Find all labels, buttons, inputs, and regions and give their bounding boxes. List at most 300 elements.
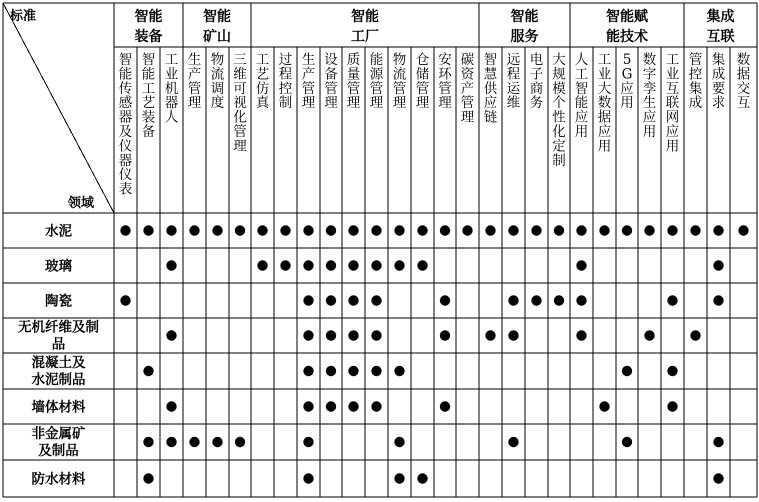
column-header-char: 环 xyxy=(438,66,452,83)
column-header-char: 管 xyxy=(460,95,475,112)
column-header-char: 数 xyxy=(736,52,751,68)
column-header-char: 子 xyxy=(529,66,544,83)
column-header xyxy=(484,52,498,126)
category-header xyxy=(135,8,163,45)
mark-dot xyxy=(394,225,404,235)
column-header-char: 质 xyxy=(346,52,361,68)
mark-dot xyxy=(371,260,381,270)
sub-header-row xyxy=(119,51,751,198)
column-header-char: 集 xyxy=(688,80,703,97)
mark-dot xyxy=(554,295,564,305)
category-header-line: 工厂 xyxy=(351,29,379,45)
column-header-char: 管 xyxy=(369,80,384,97)
category-header-row xyxy=(135,8,735,45)
row-label xyxy=(32,354,86,388)
column-header xyxy=(370,51,384,111)
mark-dot xyxy=(303,437,313,447)
column-header xyxy=(643,51,657,140)
mark-dot xyxy=(667,225,677,235)
column-header-char: 集 xyxy=(711,52,726,68)
mark-dot xyxy=(348,260,358,270)
column-header xyxy=(233,52,247,154)
column-header-char: 理 xyxy=(438,95,452,112)
mark-dot xyxy=(348,401,358,411)
column-header-char: 化 xyxy=(233,109,247,126)
column-header xyxy=(598,52,612,154)
column-header-char: 规 xyxy=(552,66,566,83)
column-header xyxy=(438,52,452,111)
column-header xyxy=(279,52,293,111)
column-header-char: 字 xyxy=(642,66,657,83)
mark-dot xyxy=(394,366,404,376)
mark-dot xyxy=(212,437,222,447)
mark-dot xyxy=(326,366,336,376)
mark-dot xyxy=(713,225,723,235)
column-header-char: 控 xyxy=(278,80,293,97)
mark-dot xyxy=(713,295,723,305)
column-header-char: 应 xyxy=(597,124,612,140)
column-header-char: 工 xyxy=(574,66,589,83)
column-header xyxy=(211,51,225,111)
column-header-char: 可 xyxy=(233,80,247,97)
mark-dot xyxy=(326,225,336,235)
column-header xyxy=(324,52,338,111)
column-header-char: 能 xyxy=(118,66,133,83)
mark-dot xyxy=(690,330,700,340)
column-header xyxy=(530,51,544,111)
mark-dot xyxy=(348,330,358,340)
column-header-char: 慧 xyxy=(483,66,498,83)
mark-dot xyxy=(576,225,586,235)
column-header-char: 管 xyxy=(324,80,338,97)
row-label-line: 陶瓷 xyxy=(45,293,72,310)
mark-dot xyxy=(326,260,336,270)
column-header xyxy=(620,52,634,111)
category-header xyxy=(707,8,735,45)
column-header xyxy=(507,52,521,111)
mark-dot xyxy=(303,225,313,235)
mark-dot xyxy=(713,437,723,447)
row-label xyxy=(32,399,86,416)
mark-dot xyxy=(166,330,176,340)
mark-dot xyxy=(143,225,153,235)
row-label-line: 水泥 xyxy=(45,223,72,240)
column-header-char: 智 xyxy=(574,80,589,97)
column-header-char: 感 xyxy=(118,95,133,112)
mark-dot xyxy=(667,366,677,376)
mark-dot xyxy=(622,225,632,235)
category-header xyxy=(606,8,649,45)
mark-dot xyxy=(303,260,313,270)
category-header-line: 矿山 xyxy=(203,29,231,45)
column-header-char: 据 xyxy=(597,109,612,126)
mark-dot xyxy=(303,330,313,340)
category-header-line: 智能 xyxy=(510,9,539,25)
column-header-char: 理 xyxy=(346,95,361,112)
category-header-line: 智能 xyxy=(351,9,379,25)
column-header-char: 业 xyxy=(597,66,612,83)
mark-dot xyxy=(417,225,427,235)
row-labels xyxy=(18,223,99,488)
column-header-char: 装 xyxy=(141,109,156,126)
column-header xyxy=(142,52,156,140)
row-label xyxy=(18,319,99,353)
mark-dot xyxy=(371,401,381,411)
mark-dot xyxy=(508,225,518,235)
column-header-char: 链 xyxy=(483,109,498,126)
column-header-char: 性 xyxy=(552,109,566,126)
column-header-char: 定 xyxy=(552,138,566,155)
row-label-line: 及制品 xyxy=(38,443,79,459)
column-header-char: 调 xyxy=(210,80,225,97)
column-header-char: 理 xyxy=(415,95,430,112)
category-header-line: 装备 xyxy=(134,29,163,45)
mark-dot xyxy=(303,366,313,376)
column-header-char: 流 xyxy=(392,66,407,83)
column-header-char: 仿 xyxy=(255,80,270,97)
column-header-char: 制 xyxy=(552,152,566,169)
column-header-char: 商 xyxy=(529,80,544,97)
mark-dot xyxy=(440,401,450,411)
column-header-char: 真 xyxy=(255,95,270,112)
column-header-char: 应 xyxy=(665,124,680,140)
row-label-line: 防水材料 xyxy=(31,471,86,488)
column-header-char: 理 xyxy=(369,95,384,112)
column-header-char: 物 xyxy=(210,52,225,68)
mark-dot xyxy=(348,225,358,235)
column-header-char: 远 xyxy=(506,52,521,68)
mark-dot xyxy=(120,225,130,235)
mark-dot xyxy=(417,473,427,483)
column-header-char: 理 xyxy=(187,95,202,112)
row-label xyxy=(45,258,72,275)
row-label xyxy=(45,293,72,310)
row-label-line: 无机纤维及制 xyxy=(18,319,99,336)
column-header-char: 仓 xyxy=(415,52,430,68)
column-header-char: 化 xyxy=(552,124,566,140)
column-header-char: 管 xyxy=(187,80,202,97)
column-header-char: 个 xyxy=(552,95,566,112)
column-header xyxy=(552,51,566,169)
column-header-char: 模 xyxy=(552,80,566,97)
column-header xyxy=(119,52,133,198)
category-header-line: 能技术 xyxy=(606,29,648,45)
mark-dot xyxy=(348,366,358,376)
mark-dot xyxy=(166,437,176,447)
column-header-char: 资 xyxy=(460,66,475,83)
mark-dot xyxy=(690,225,700,235)
column-header-char: 管 xyxy=(301,80,316,97)
column-header-char: 备 xyxy=(141,124,156,140)
column-header-char: 应 xyxy=(483,95,498,112)
column-header-char: 用 xyxy=(597,138,612,155)
column-header-char: 管 xyxy=(392,80,407,97)
category-header xyxy=(351,8,379,45)
column-header xyxy=(188,51,202,111)
column-header-char: 理 xyxy=(392,95,407,112)
column-header-char: 工 xyxy=(255,52,270,68)
mark-dot xyxy=(738,225,748,235)
column-header-char: 机 xyxy=(164,80,179,97)
mark-dot xyxy=(508,330,518,340)
column-header-char: 大 xyxy=(552,52,566,68)
column-header-char: 业 xyxy=(665,66,680,83)
mark-dot xyxy=(508,437,518,447)
column-header xyxy=(302,51,316,111)
mark-dot xyxy=(417,260,427,270)
mark-dot xyxy=(485,330,495,340)
column-header-char: 交 xyxy=(736,80,751,97)
column-header-char: 传 xyxy=(118,80,133,97)
column-header-char: 互 xyxy=(736,95,751,112)
mark-dot xyxy=(508,295,518,305)
column-header-char: 器 xyxy=(118,152,133,169)
mark-dot xyxy=(326,295,336,305)
column-header-char: 能 xyxy=(369,52,384,68)
column-header-char: G xyxy=(621,66,633,83)
mark-dot xyxy=(280,260,290,270)
column-header-char: 据 xyxy=(736,66,751,83)
column-header-char: 人 xyxy=(164,109,179,126)
column-header-char: 管 xyxy=(688,52,703,68)
mark-dot xyxy=(143,437,153,447)
mark-dot xyxy=(440,225,450,235)
mark-dot xyxy=(371,295,381,305)
column-header-char: 互 xyxy=(665,80,680,97)
mark-dot xyxy=(235,225,245,235)
column-header-char: 产 xyxy=(187,66,202,83)
mark-dot xyxy=(462,225,472,235)
mark-dot xyxy=(212,225,222,235)
column-header-char: 设 xyxy=(324,52,338,68)
mark-dot xyxy=(713,260,723,270)
mark-dot xyxy=(143,473,153,483)
mark-dot xyxy=(599,225,609,235)
column-header-char: 供 xyxy=(483,80,498,97)
mark-dot xyxy=(554,225,564,235)
mark-dot xyxy=(189,225,199,235)
mark-dot xyxy=(120,295,130,305)
mark-dot xyxy=(303,401,313,411)
column-header-char: 管 xyxy=(415,80,430,97)
column-header-char: 数 xyxy=(597,95,612,112)
column-header-char: 智 xyxy=(118,52,133,68)
column-header-char: 碳 xyxy=(460,52,475,68)
column-header xyxy=(666,52,680,154)
column-header-char: 管 xyxy=(346,80,361,97)
column-header-char: 流 xyxy=(210,66,225,83)
column-header-char: 工 xyxy=(164,52,179,68)
mark-dot xyxy=(280,225,290,235)
mark-dot xyxy=(326,401,336,411)
column-header-char: 生 xyxy=(301,52,316,68)
column-header-char: 管 xyxy=(233,124,247,140)
mark-dot xyxy=(257,260,267,270)
column-header-char: 成 xyxy=(688,95,703,112)
column-header-char: 过 xyxy=(278,52,293,68)
column-header-char: 孪 xyxy=(642,80,657,97)
column-header xyxy=(416,52,430,111)
column-header-char: 程 xyxy=(506,66,521,83)
mark-dot xyxy=(257,225,267,235)
column-header-char: 器 xyxy=(164,95,179,112)
row-label-line: 品 xyxy=(51,336,66,353)
row-label-line: 墙体材料 xyxy=(31,399,86,416)
column-header-char: 备 xyxy=(324,66,338,83)
mark-dot xyxy=(235,437,245,447)
column-header-char: 用 xyxy=(665,138,680,155)
mark-dot xyxy=(394,473,404,483)
mark-dot xyxy=(166,401,176,411)
column-header-char: 智 xyxy=(483,52,498,68)
column-header-char: 要 xyxy=(711,80,726,97)
mark-dot xyxy=(371,330,381,340)
column-header-char: 维 xyxy=(233,66,247,83)
column-header-char: 业 xyxy=(164,66,179,83)
column-header-char: 用 xyxy=(574,124,589,140)
mark-dot xyxy=(303,473,313,483)
mark-dot xyxy=(394,260,404,270)
mark-dot xyxy=(576,295,586,305)
column-header-char: 工 xyxy=(597,52,612,68)
column-header-char: 器 xyxy=(118,109,133,126)
category-header xyxy=(511,8,539,45)
column-header-char: 仪 xyxy=(118,138,133,155)
column-header-char: 5 xyxy=(622,52,632,68)
mark-dot xyxy=(143,366,153,376)
column-header-char: 工 xyxy=(141,80,156,97)
column-header-char: 物 xyxy=(392,52,407,68)
column-header-char: 人 xyxy=(574,52,589,68)
column-header-char: 网 xyxy=(665,109,680,126)
row-label xyxy=(45,223,72,240)
column-header-char: 艺 xyxy=(141,95,156,112)
mark-dot xyxy=(189,437,199,447)
column-header-char: 用 xyxy=(642,124,657,140)
column-header xyxy=(575,52,589,140)
column-header-char: 工 xyxy=(665,52,680,68)
column-header-char: 生 xyxy=(187,52,202,68)
column-header-char: 理 xyxy=(233,138,247,155)
mark-dot xyxy=(531,295,541,305)
mark-dot xyxy=(326,330,336,340)
column-header-char: 仪 xyxy=(118,167,133,184)
column-header-char: 维 xyxy=(506,95,521,112)
mark-dot xyxy=(713,473,723,483)
mark-dot xyxy=(440,330,450,340)
column-header-char: 安 xyxy=(438,52,452,68)
mark-dot xyxy=(667,401,677,411)
mark-dot xyxy=(371,366,381,376)
column-header-char: 源 xyxy=(369,66,384,83)
column-header-char: 运 xyxy=(506,80,521,97)
mark-dot xyxy=(348,295,358,305)
column-header xyxy=(347,52,361,111)
mark-dot xyxy=(303,295,313,305)
column-header-char: 电 xyxy=(529,52,544,68)
column-header-char: 艺 xyxy=(255,66,270,83)
column-header-char: 数 xyxy=(642,52,657,68)
column-header-char: 表 xyxy=(118,181,133,198)
column-header-char: 管 xyxy=(438,80,452,97)
mark-dot xyxy=(440,295,450,305)
mark-dot xyxy=(166,225,176,235)
mark-dot xyxy=(394,437,404,447)
row-label xyxy=(32,425,86,459)
mark-dot xyxy=(667,295,677,305)
column-header xyxy=(165,52,179,126)
column-header-char: 求 xyxy=(711,95,726,112)
column-header-char: 应 xyxy=(574,109,589,126)
mark-dot xyxy=(622,437,632,447)
category-header xyxy=(203,8,231,45)
column-header-char: 储 xyxy=(415,66,430,83)
row-label-line: 水泥制品 xyxy=(31,372,86,388)
column-header-char: 制 xyxy=(278,95,293,112)
column-header-char: 应 xyxy=(620,80,634,97)
column-header-char: 智 xyxy=(141,52,156,68)
column-header-char: 产 xyxy=(460,80,475,97)
mark-dot xyxy=(576,260,586,270)
category-header-line: 服务 xyxy=(510,29,539,45)
column-header-char: 程 xyxy=(278,66,293,83)
column-header xyxy=(256,52,270,111)
column-header-char: 理 xyxy=(460,109,475,126)
column-header xyxy=(712,51,726,111)
column-header-char: 三 xyxy=(233,52,247,68)
category-header-line: 互联 xyxy=(706,29,735,45)
category-header-line: 智能 xyxy=(134,9,163,25)
corner-diagonal xyxy=(3,3,114,213)
row-label-line: 玻璃 xyxy=(45,258,72,275)
mark-dot xyxy=(644,330,654,340)
column-header-char: 理 xyxy=(301,95,316,112)
column-header-char: 联 xyxy=(665,95,680,112)
column-header xyxy=(737,51,751,111)
column-header-char: 生 xyxy=(642,95,657,112)
mark-dot xyxy=(622,366,632,376)
column-header-char: 产 xyxy=(301,66,316,83)
category-header-line: 智能 xyxy=(203,9,231,25)
column-header-char: 大 xyxy=(597,80,612,97)
column-header-char: 务 xyxy=(529,95,544,112)
category-header-line: 集成 xyxy=(706,9,735,25)
column-header xyxy=(689,52,703,111)
column-header-char: 量 xyxy=(346,66,361,83)
mark-dot xyxy=(644,225,654,235)
corner-label-standard: 标准 xyxy=(10,9,37,24)
row-label xyxy=(32,471,86,488)
row-label-line: 混凝土及 xyxy=(31,355,86,371)
column-header xyxy=(393,51,407,111)
mark-dot xyxy=(576,330,586,340)
corner-label-domain: 领域 xyxy=(68,196,95,211)
column-header-char: 视 xyxy=(233,95,247,112)
category-header-line: 智能赋 xyxy=(606,9,648,25)
column-header-char: 应 xyxy=(642,109,657,126)
column-header xyxy=(461,52,475,126)
mark-dot xyxy=(166,260,176,270)
column-header-char: 及 xyxy=(118,124,133,140)
column-header-char: 能 xyxy=(141,66,156,83)
column-header-char: 控 xyxy=(688,66,703,83)
mark-dot xyxy=(485,225,495,235)
mark-dot xyxy=(531,225,541,235)
column-header-char: 度 xyxy=(210,95,225,112)
column-header-char: 理 xyxy=(324,95,338,112)
column-header-char: 能 xyxy=(574,95,589,112)
column-header-char: 成 xyxy=(711,66,726,83)
